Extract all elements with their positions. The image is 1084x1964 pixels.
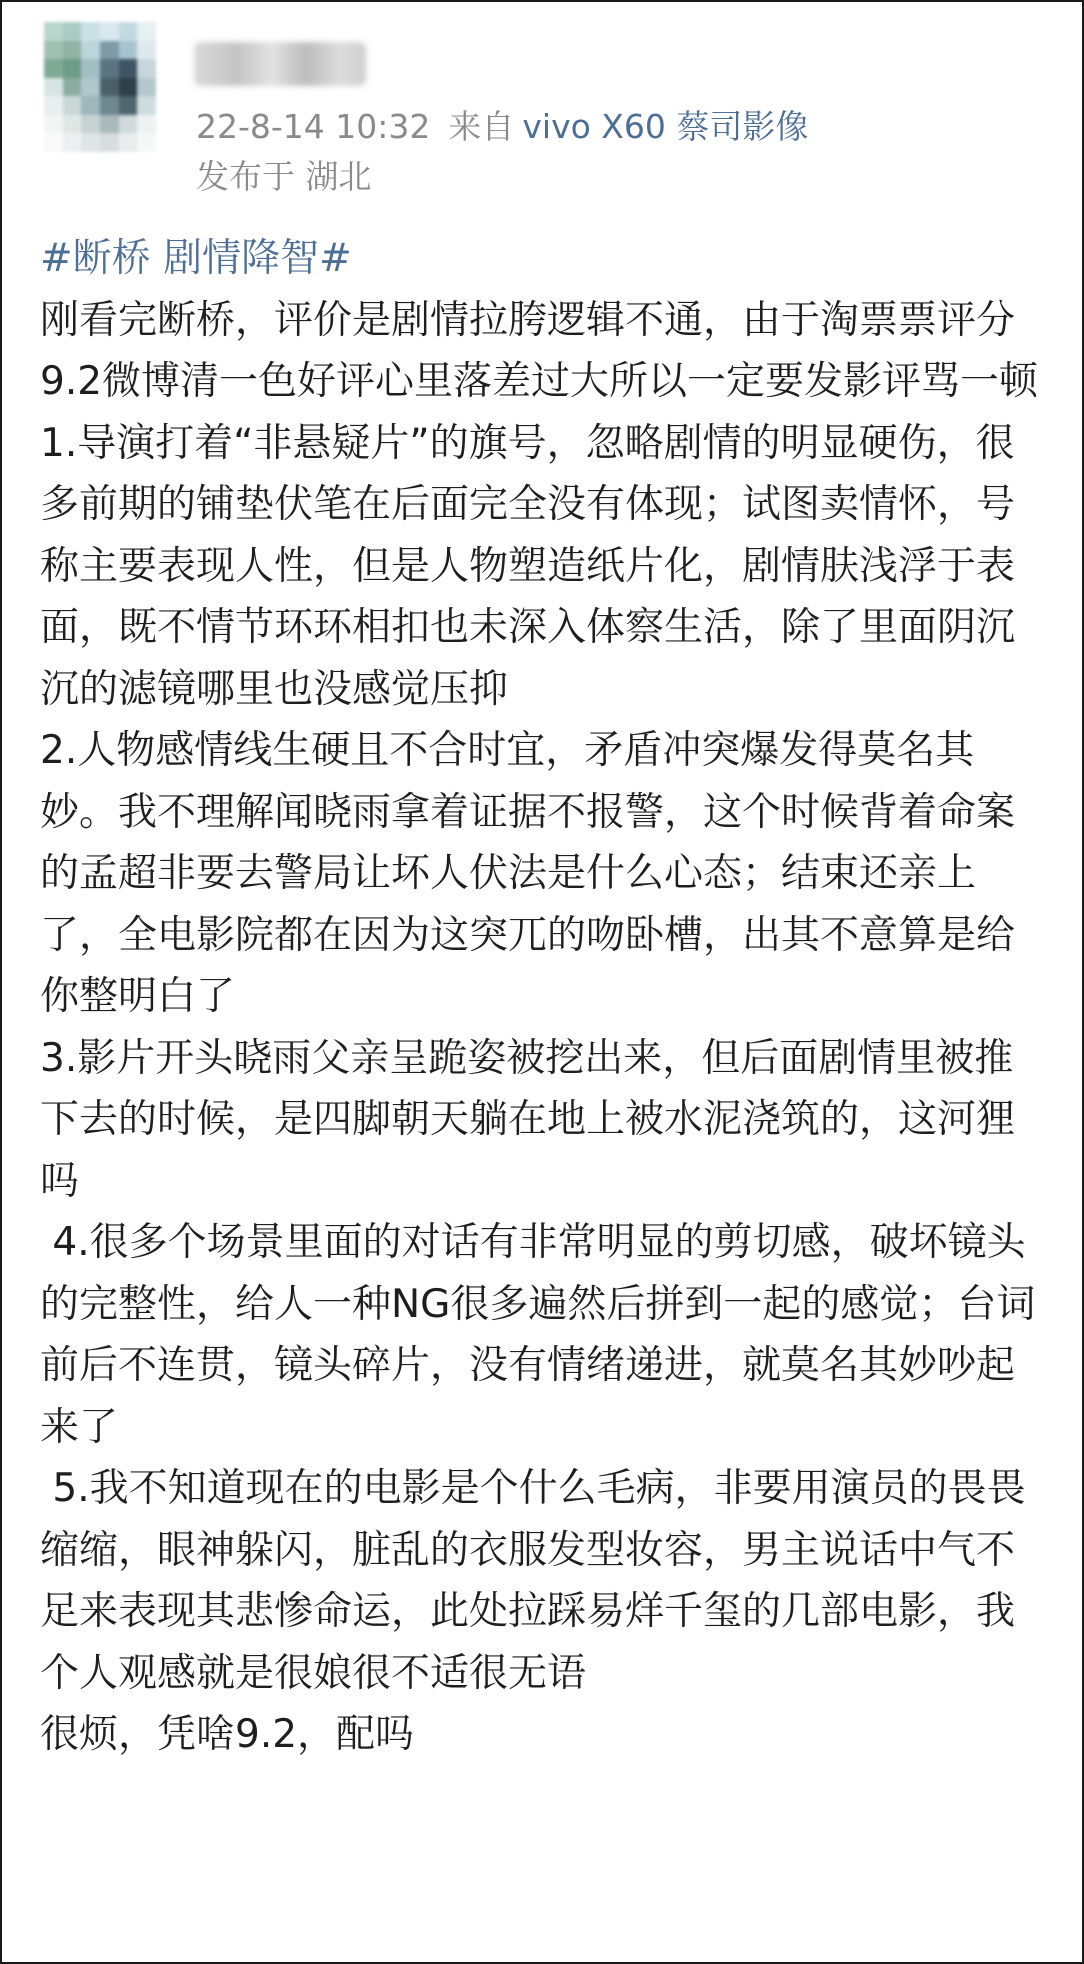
post-paragraph-4: 4.很多个场景里面的对话有非常明显的剪切感，破坏镜头的完整性，给人一种NG很多遍然后拼到一起的感觉；台词前后不连贯，镜头碎片，没有情绪递进，就莫名其妙吵起来了: [40, 1220, 1036, 1450]
avatar-pixel: [100, 22, 119, 41]
post-paragraph-5: 5.我不知道现在的电影是个什么毛病，非要用演员的畏畏缩缩，眼神躲闪，脏乱的衣服发型妆容，男主说话中气不足来表现其悲惨命运，此处拉踩易烊千玺的几部电影，我个人观感就是很娘很不适很无语: [40, 1466, 1026, 1696]
post-timestamp: 22-8-14 10:32: [196, 107, 431, 146]
avatar-pixel: [63, 41, 82, 60]
post-paragraph-closing: 很烦，凭啥9.2，配吗: [40, 1712, 415, 1757]
avatar-pixel: [119, 41, 138, 60]
post-content: [40, 228, 1050, 1766]
avatar-pixel: [100, 41, 119, 60]
post-paragraph-2: 2.人物感情线生硬且不合时宜，矛盾冲突爆发得莫名其妙。我不理解闻晓雨拿着证据不报警，这个时候背着命案的孟超非要去警局让坏人伏法是什么心态；结束还亲上了，全电影院都在因为这突兀的吻卧槽，出其不意算是给你整明白了: [40, 728, 1016, 1019]
avatar-pixel: [137, 78, 156, 97]
post-paragraph-3: 3.影片开头晓雨父亲呈跪姿被挖出来，但后面剧情里被推下去的时候，是四脚朝天躺在地上被水泥浇筑的，这河狸吗: [40, 1035, 1016, 1204]
avatar-pixel: [81, 133, 100, 152]
avatar-pixel: [137, 59, 156, 78]
avatar-pixel: [81, 115, 100, 134]
avatar-pixel: [119, 133, 138, 152]
avatar-pixel: [63, 59, 82, 78]
avatar[interactable]: [44, 22, 156, 152]
avatar-pixel: [44, 22, 63, 41]
avatar-pixel: [119, 59, 138, 78]
avatar-pixel: [137, 133, 156, 152]
post-location: 发布于 湖北: [196, 157, 372, 196]
avatar-pixel: [63, 115, 82, 134]
post-meta: [196, 104, 808, 150]
post-source-prefix: 来自: [448, 107, 515, 146]
avatar-pixel: [137, 22, 156, 41]
avatar-pixel: [100, 133, 119, 152]
avatar-pixel: [63, 22, 82, 41]
avatar-pixel: [44, 59, 63, 78]
post-source-device[interactable]: vivo X60 蔡司影像: [522, 107, 809, 146]
avatar-pixel: [63, 133, 82, 152]
topic-hashtag-link[interactable]: #断桥 剧情降智#: [40, 236, 352, 281]
avatar-pixel: [81, 59, 100, 78]
avatar-pixel: [44, 96, 63, 115]
avatar-pixel: [44, 115, 63, 134]
username-blurred[interactable]: [194, 42, 366, 86]
avatar-pixel: [44, 78, 63, 97]
avatar-pixel: [81, 41, 100, 60]
avatar-pixel: [137, 96, 156, 115]
avatar-pixel: [81, 22, 100, 41]
avatar-pixel: [119, 22, 138, 41]
avatar-pixel: [44, 133, 63, 152]
avatar-pixel: [100, 59, 119, 78]
avatar-pixel: [44, 41, 63, 60]
avatar-pixel: [100, 115, 119, 134]
avatar-pixel: [119, 96, 138, 115]
avatar-pixel: [81, 78, 100, 97]
avatar-pixel: [100, 78, 119, 97]
avatar-pixel: [119, 78, 138, 97]
avatar-pixel: [119, 115, 138, 134]
avatar-pixel: [81, 96, 100, 115]
avatar-pixel: [63, 78, 82, 97]
post-paragraph-intro: 刚看完断桥，评价是剧情拉胯逻辑不通，由于淘票票评分9.2微博清一色好评心里落差过大所以一定要发影评骂一顿: [40, 297, 1039, 404]
avatar-pixel: [137, 115, 156, 134]
post-paragraph-1: 1.导演打着“非悬疑片”的旗号，忽略剧情的明显硬伤，很多前期的铺垫伏笔在后面完全没有体现；试图卖情怀，号称主要表现人性，但是人物塑造纸片化，剧情肤浅浮于表面，既不情节环环相扣也未深入体察生活，除了里面阴沉沉的滤镜哪里也没感觉压抑: [40, 420, 1016, 712]
avatar-pixel: [100, 96, 119, 115]
avatar-pixel: [137, 41, 156, 60]
avatar-pixel: [63, 96, 82, 115]
